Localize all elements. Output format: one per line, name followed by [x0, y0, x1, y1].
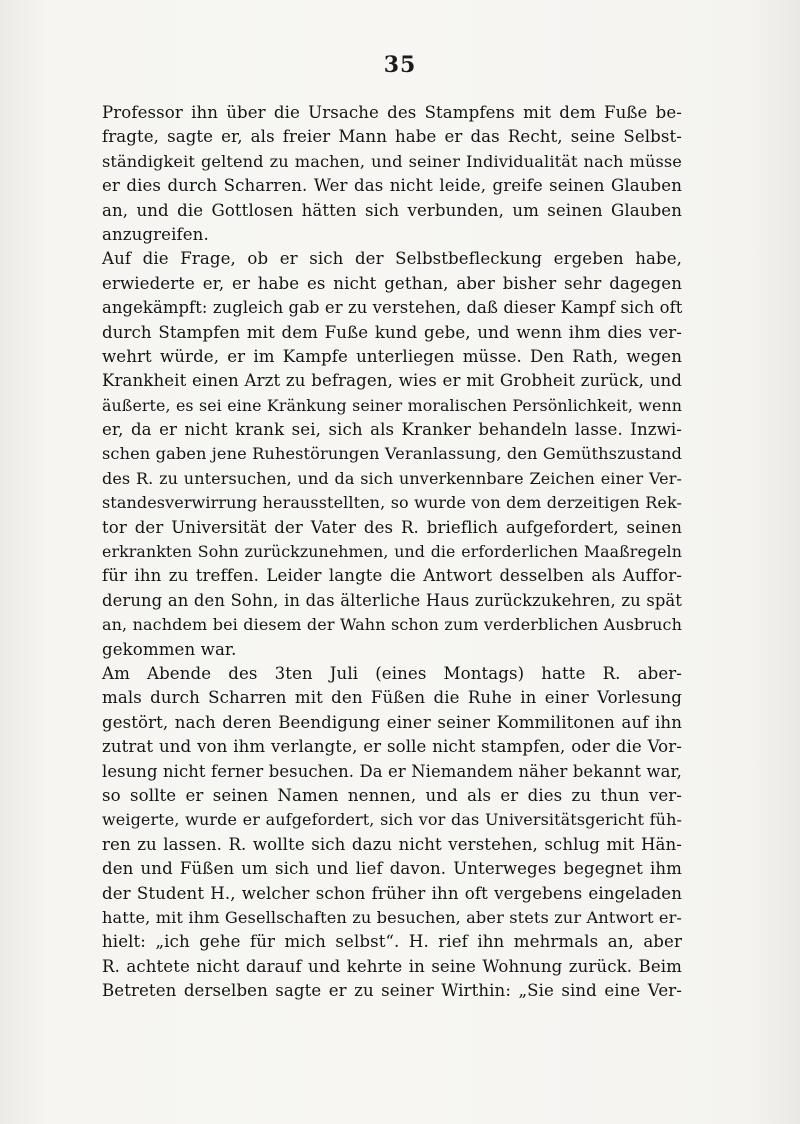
text-line: derung an den Sohn, in das älterliche Haus zurückzukehren, zu spät	[102, 590, 682, 610]
text-line: wehrt würde, er im Kampfe unterliegen müsse. Den Rath, wegen	[102, 346, 682, 366]
text-line: zutrat und von ihm verlangte, er solle nicht stampfen, oder die Vor-	[102, 737, 682, 757]
text-line: ren zu lassen. R. wollte sich dazu nicht verstehen, schlug mit Hän-	[102, 834, 682, 854]
text-line: durch Stampfen mit dem Fuße kund gebe, und wenn ihm dies ver-	[102, 322, 682, 342]
text-line: so sollte er seinen Namen nennen, und als er dies zu thun ver-	[102, 785, 682, 805]
text-line: anzugreifen.	[102, 224, 209, 244]
text-line: weigerte, wurde er aufgefordert, sich vor das Universitätsgericht füh-	[102, 810, 682, 830]
text-line: der Student H., welcher schon früher ihn oft vergebens eingeladen	[102, 883, 682, 903]
text-line: hielt: „ich gehe für mich selbst“. H. rief ihn mehrmals an, aber	[102, 932, 682, 952]
text-line: an, nachdem bei diesem der Wahn schon zum verderblichen Ausbruch	[102, 615, 682, 635]
text-line: Professor ihn über die Ursache des Stampfens mit dem Fuße be-	[102, 103, 682, 122]
text-line: hatte, mit ihm Gesellschaften zu besuchen, aber stets zur Antwort er-	[102, 907, 682, 927]
text-line: fragte, sagte er, als freier Mann habe er das Recht, seine Selbst-	[102, 127, 682, 147]
text-line: Am Abende des 3ten Juli (eines Montags) hatte R. aber-	[102, 663, 682, 683]
text-line: standesverwirrung herausstellten, so wurde von dem derzeitigen Rek-	[102, 493, 682, 513]
text-line: erkrankten Sohn zurückzunehmen, und die erforderlichen Maaßregeln	[102, 542, 682, 562]
text-line: äußerte, es sei eine Kränkung seiner moralischen Persönlichkeit, wenn	[102, 395, 682, 415]
text-line: ständigkeit geltend zu machen, und seiner Individualität nach müsse	[102, 151, 682, 171]
text-line: Auf die Frage, ob er sich der Selbstbefleckung ergeben habe,	[102, 249, 682, 269]
text-line: erwiederte er, er habe es nicht gethan, aber bisher sehr dagegen	[102, 273, 682, 293]
text-line: Betreten derselben sagte er zu seiner Wirthin: „Sie sind eine Ver-	[102, 981, 682, 1001]
text-line: mals durch Scharren mit den Füßen die Ruhe in einer Vorlesung	[102, 688, 682, 708]
text-line: er dies durch Scharren. Wer das nicht leide, greife seinen Glauben	[102, 176, 682, 196]
text-line: für ihn zu treffen. Leider langte die Antwort desselben als Auffor-	[102, 566, 682, 586]
text-line: R. achtete nicht darauf und kehrte in seine Wohnung zurück. Beim	[102, 956, 682, 976]
text-line: den und Füßen um sich und lief davon. Unterweges begegnet ihm	[102, 859, 682, 879]
text-line: schen gaben jene Ruhestörungen Veranlassung, den Gemüthszustand	[102, 444, 682, 464]
text-line: des R. zu untersuchen, und da sich unverkennbare Zeichen einer Ver-	[102, 468, 682, 488]
text-line: lesung nicht ferner besuchen. Da er Niemandem näher bekannt war,	[102, 761, 682, 781]
text-line: angekämpft: zugleich gab er zu verstehen, daß dieser Kampf sich oft	[102, 298, 683, 318]
page-number: 35	[383, 52, 417, 78]
text-line: an, und die Gottlosen hätten sich verbunden, um seinen Glauben	[102, 200, 682, 220]
text-line: gestört, nach deren Beendigung einer seiner Kommilitonen auf ihn	[102, 712, 682, 732]
text-line: tor der Universität der Vater des R. brieflich aufgefordert, seinen	[102, 517, 682, 537]
text-line: gekommen war.	[102, 639, 237, 659]
body-text	[102, 101, 682, 1003]
text-line: Krankheit einen Arzt zu befragen, wies er mit Grobheit zurück, und	[102, 371, 682, 391]
text-line: er, da er nicht krank sei, sich als Kranker behandeln lasse. Inzwi-	[102, 420, 682, 440]
